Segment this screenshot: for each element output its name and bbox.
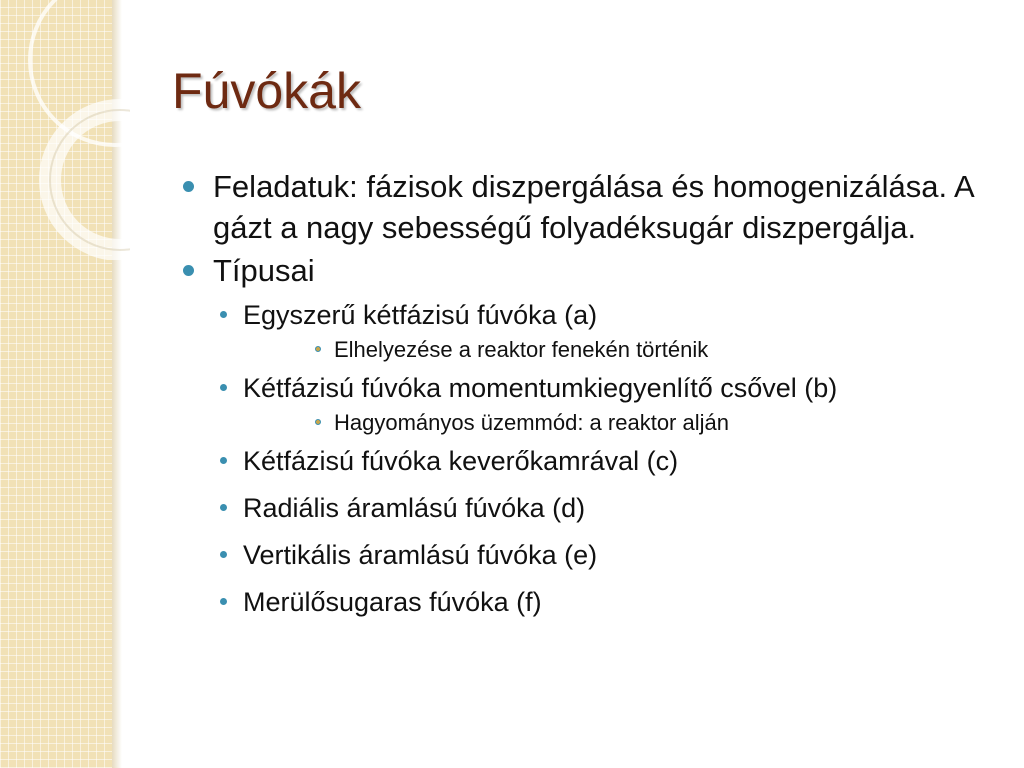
hollow-circle-bullet-icon bbox=[220, 551, 227, 558]
sub-bullet-item bbox=[180, 490, 1000, 526]
sub-bullet-text: Kétfázisú fúvóka momentumkiegyenlítő csővel (b) bbox=[243, 373, 838, 403]
sub-bullet-item bbox=[180, 537, 1000, 573]
hollow-circle-bullet-icon bbox=[220, 457, 227, 464]
sub-bullet-list bbox=[180, 297, 1000, 620]
sub-bullet-text: Vertikális áramlású fúvóka (e) bbox=[243, 540, 598, 570]
slide-title: Fúvókák bbox=[172, 63, 361, 119]
bullet-text: Feladatuk: fázisok diszpergálása és homogenizálása. A gázt a nagy sebességű folyadéksugár diszpergálja. bbox=[213, 169, 973, 245]
hollow-circle-bullet-icon bbox=[220, 311, 227, 318]
sub-bullet-text: Egyszerű kétfázisú fúvóka (a) bbox=[243, 300, 598, 330]
bullet-text: Típusai bbox=[213, 253, 315, 288]
sub-bullet-item bbox=[180, 443, 1000, 479]
sub-sub-bullet-list bbox=[243, 335, 1000, 365]
sub-bullet-text: Merülősugaras fúvóka (f) bbox=[243, 587, 542, 617]
diamond-bullet-icon bbox=[314, 345, 322, 353]
sub-bullet-item bbox=[180, 370, 1000, 438]
hollow-circle-bullet-icon bbox=[220, 384, 227, 391]
bullet-dot-icon bbox=[183, 181, 194, 192]
bullet-dot-icon bbox=[183, 265, 194, 276]
bullet-item bbox=[180, 250, 1000, 620]
sub-bullet-item bbox=[180, 297, 1000, 365]
hollow-circle-bullet-icon bbox=[220, 598, 227, 605]
hollow-circle-bullet-icon bbox=[220, 504, 227, 511]
sub-sub-bullet-list bbox=[243, 408, 1000, 438]
sub-sub-bullet-text: Elhelyezése a reaktor fenekén történik bbox=[334, 337, 709, 362]
decorative-circles bbox=[0, 0, 130, 260]
bullet-item bbox=[180, 166, 1000, 248]
sub-sub-bullet-item bbox=[243, 408, 1000, 438]
slide-content bbox=[180, 166, 1000, 631]
sub-sub-bullet-text: Hagyományos üzemmód: a reaktor alján bbox=[334, 410, 729, 435]
sub-bullet-item bbox=[180, 584, 1000, 620]
sub-bullet-text: Radiális áramlású fúvóka (d) bbox=[243, 493, 586, 523]
sub-sub-bullet-item bbox=[243, 335, 1000, 365]
bullet-list bbox=[180, 166, 1000, 620]
sub-bullet-text: Kétfázisú fúvóka keverőkamrával (c) bbox=[243, 446, 679, 476]
diamond-bullet-icon bbox=[314, 418, 322, 426]
